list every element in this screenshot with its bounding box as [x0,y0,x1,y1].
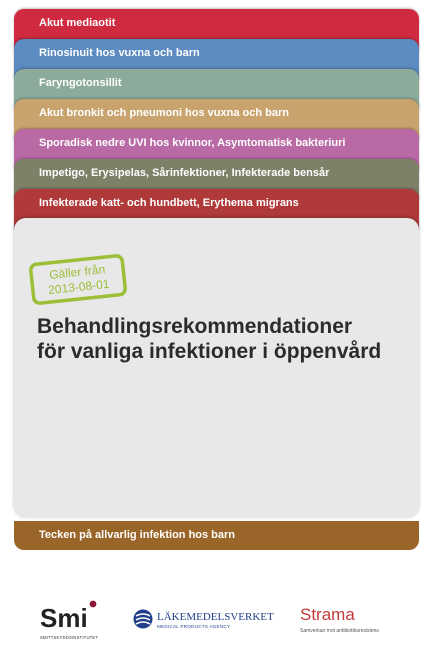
strama-logo-subtext: Samverkan mot antibiotikaresistens [300,628,379,634]
tab-label: Akut mediaotit [39,17,116,29]
smi-logo-subtext: SMITTSKYDDSINSTITUTET [40,635,99,640]
stamp-line2: 2013-08-01 [47,276,111,298]
smi-logo-text: Smi [40,603,88,633]
lakemedelsverket-emblem-icon [134,610,153,629]
lakemedelsverket-logo-text: LÄKEMEDELSVERKET [157,611,274,623]
tab-label: Tecken på allvarlig infektion hos barn [39,529,236,541]
strama-logo-text: Strama [300,605,355,624]
tab-allvarlig-infektion[interactable] [14,521,419,550]
smi-logo [38,599,108,645]
lakemedelsverket-logo-subtext: MEDICAL PRODUCTS AGENCY [157,624,231,629]
lakemedelsverket-logo [132,607,282,635]
smi-dot-icon [90,601,97,608]
tab-label: Infekterade katt- och hundbett, Erythema migrans [39,197,299,209]
stamp-line1: Gäller från [48,262,106,282]
strama-logo [298,603,414,639]
tab-label: Akut bronkit och pneumoni hos vuxna och barn [39,107,289,119]
logo-row [0,595,428,645]
title-line1: Behandlingsrekommendationer [37,315,353,338]
tab-label: Impetigo, Erysipelas, Sårinfektioner, Infekterade bensår [39,167,330,179]
title-line2: för vanliga infektioner i öppenvård [37,340,382,363]
tab-label: Faryngotonsillit [39,77,122,89]
tab-label: Rinosinuit hos vuxna och barn [39,47,200,59]
tab-label: Sporadisk nedre UVI hos kvinnor, Asymtomatisk bakteriuri [39,137,346,149]
document-title [37,314,407,364]
